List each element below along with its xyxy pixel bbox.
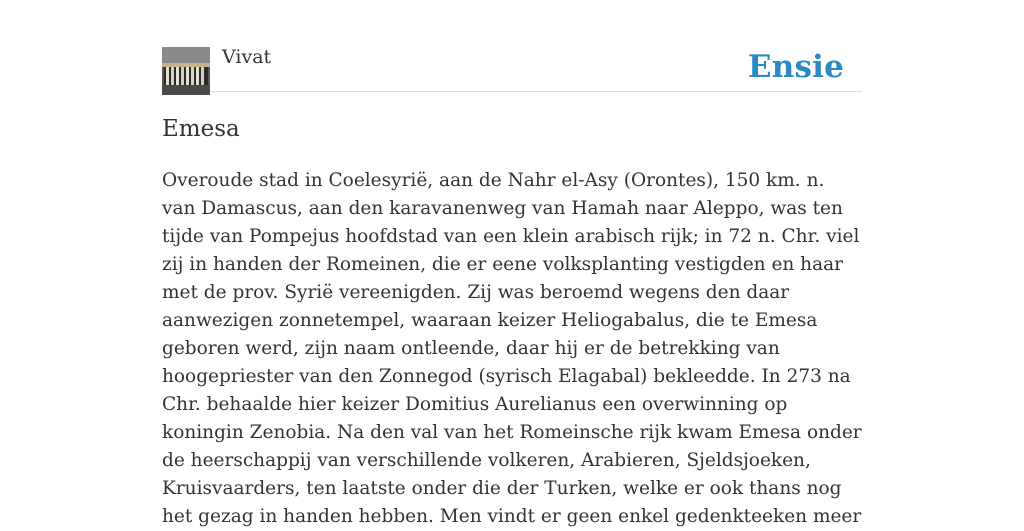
brand-logo[interactable]: Ensie: [747, 49, 844, 85]
header: [162, 0, 862, 92]
article-body: Overoude stad in Coelesyrië, aan de Nahr el-Asy (Orontes), 150 km. n. van Damascus, aan den karavanenweg van Hamah naar Aleppo, was ten tijde van Pompejus hoofdstad van een klein arabisch rijk; in 72 n. Chr. viel zij in handen der Romeinen, die er eene volksplanting vestigden en haar met de prov. Syrië vereenigden. Zij was beroemd wegens den daar aanwezigen zonnetempel, waaraan keizer Heliogabalus, die te Emesa geboren werd, zijn naam ontleende, daar hij er de betrekking van hoogepriester van den Zonnegod (syrisch Elagabal) bekleedde. In 273 na Chr. behaalde hier keizer Domitius Aurelianus een overwinning op koningin Zenobia. Na den val van het Romeinsche rijk kwam Emesa onder de heerschappij van verschillende volkeren, Arabieren, Sjeldsjoeken, Kruisvaarders, ten laatste onder die der Turken, welke er ook thans nog het gezag in handen hebben. Men vindt er geen enkel gedenkteeken meer: [162, 170, 862, 527]
page-title: Emesa: [162, 116, 240, 142]
book-spines-avatar-icon: [162, 47, 210, 95]
page-container: [162, 0, 862, 527]
avatar[interactable]: [162, 47, 210, 95]
source-name[interactable]: Vivat: [222, 46, 272, 68]
